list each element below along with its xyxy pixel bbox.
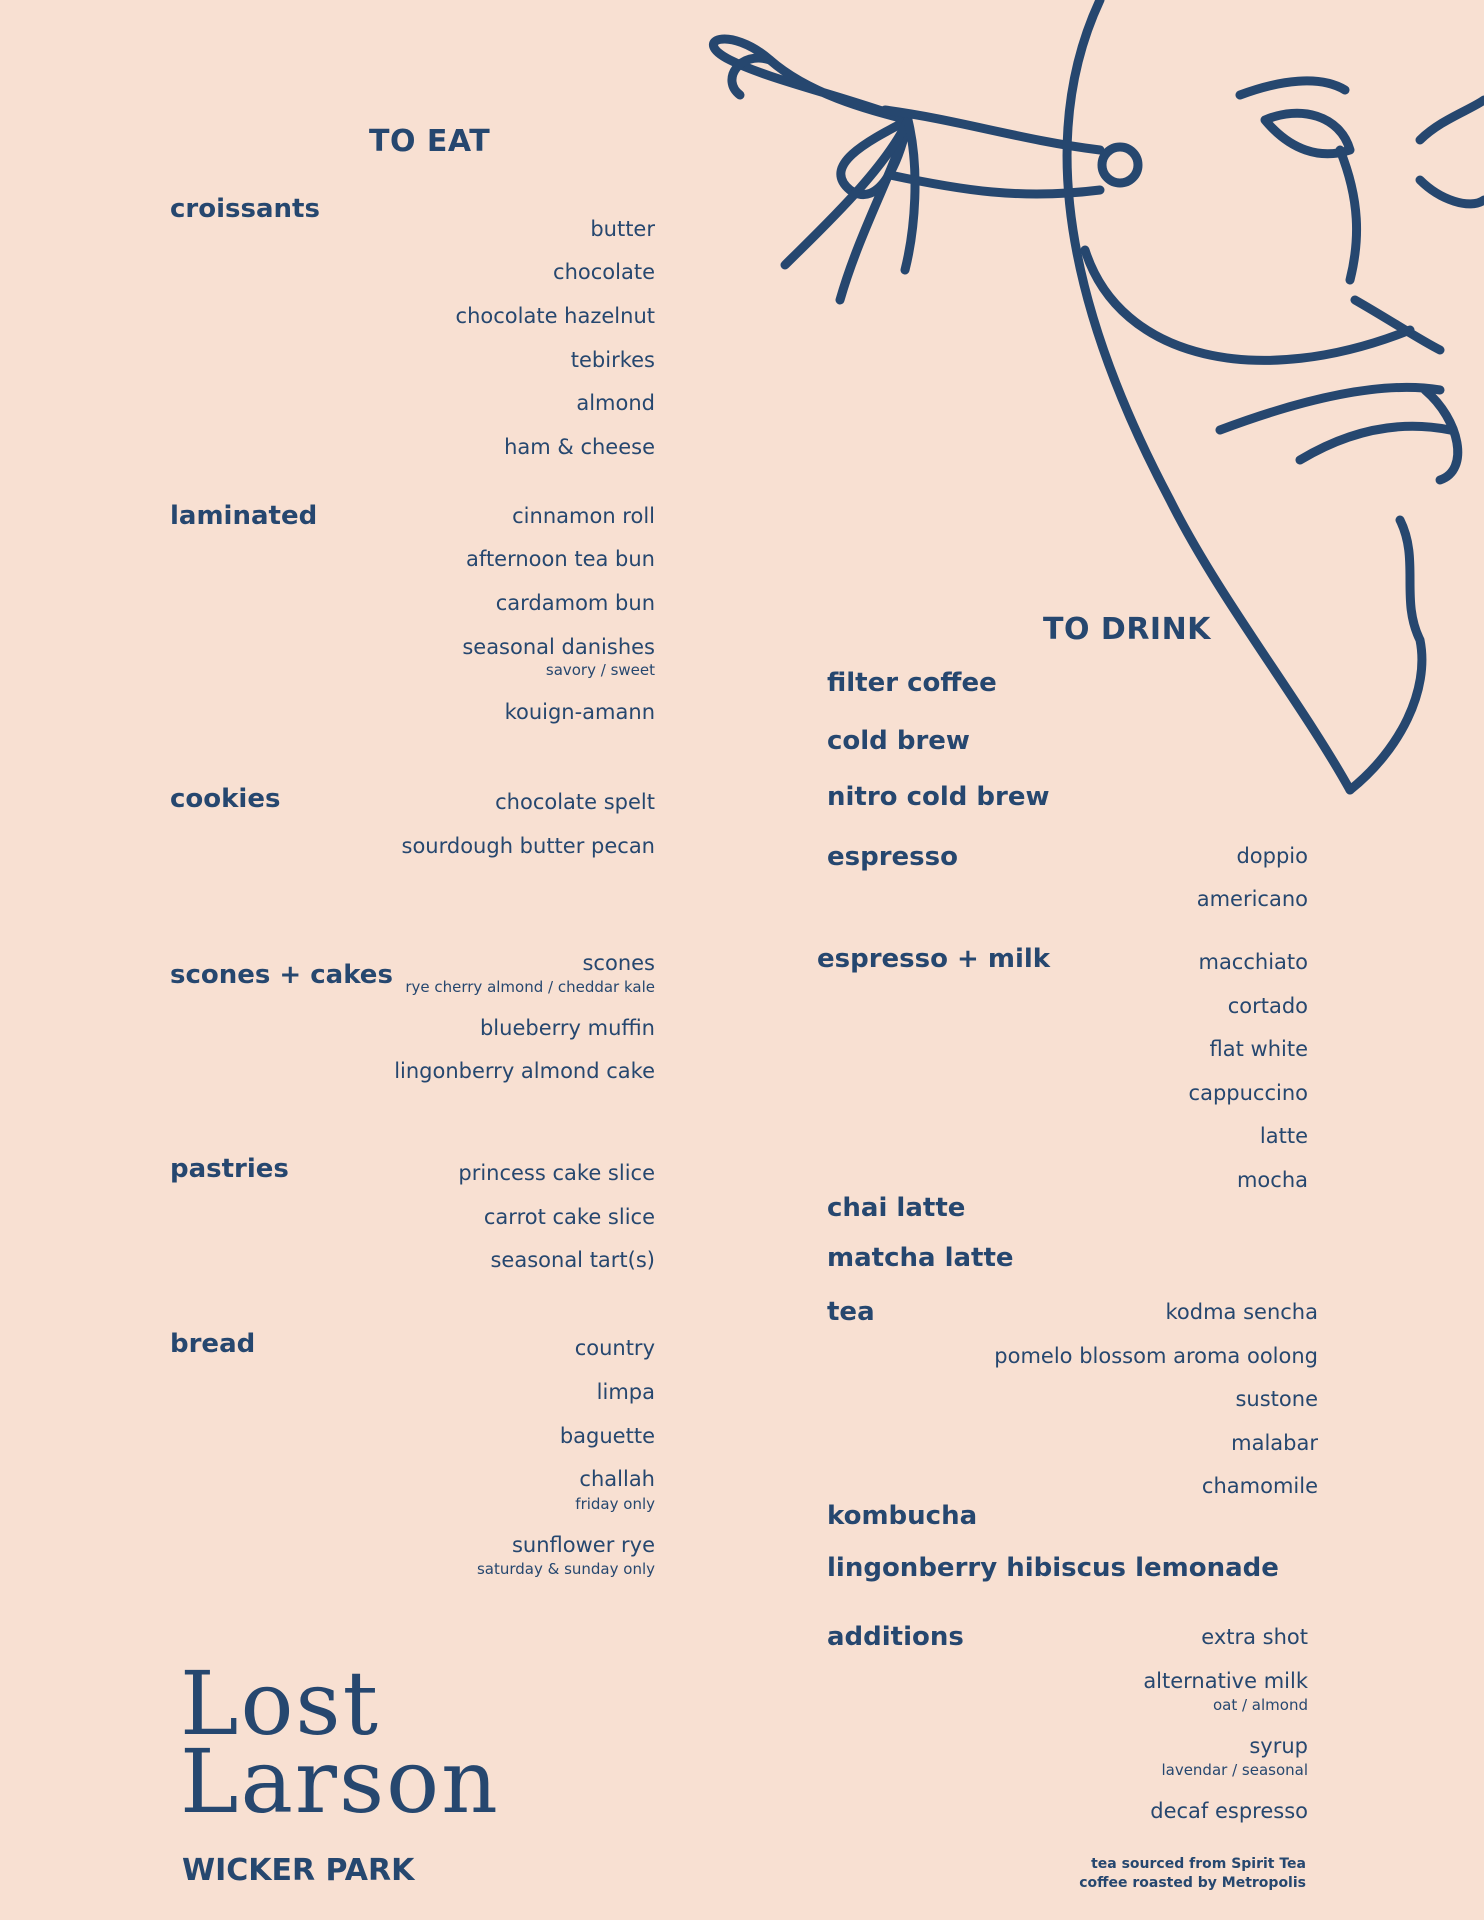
- category-laminated: laminated: [170, 501, 318, 531]
- menu-item: tebirkes: [570, 348, 655, 372]
- menu-item: sustone: [1235, 1387, 1318, 1411]
- to-drink-title: TO DRINK: [1043, 612, 1211, 647]
- menu-item: carrot cake slice: [483, 1205, 655, 1229]
- menu-item: seasonal danishes: [462, 635, 655, 659]
- brand-logo-line2: Larson: [180, 1730, 500, 1833]
- item-note: oat / almond: [1212, 1696, 1308, 1714]
- menu-item: cinnamon roll: [512, 504, 655, 528]
- menu-item: sunflower rye: [511, 1533, 655, 1557]
- menu-item: chocolate spelt: [495, 790, 655, 814]
- menu-item: cappuccino: [1188, 1081, 1308, 1105]
- category-scones-cakes: scones + cakes: [170, 960, 393, 990]
- menu-item: extra shot: [1201, 1625, 1308, 1649]
- menu-item: syrup: [1249, 1734, 1308, 1758]
- credits: [1079, 1855, 1306, 1893]
- category-croissants: croissants: [170, 194, 320, 224]
- baker-face-illustration-icon: [700, 0, 1484, 800]
- category-bread: bread: [170, 1329, 256, 1359]
- category-pastries: pastries: [170, 1154, 289, 1184]
- menu-item: butter: [590, 217, 655, 241]
- category-kombucha: kombucha: [827, 1501, 978, 1531]
- menu-item: malabar: [1231, 1431, 1318, 1455]
- category-lemonade: lingonberry hibiscus lemonade: [827, 1553, 1279, 1583]
- menu-item: lingonberry almond cake: [394, 1059, 655, 1083]
- item-note: lavendar / seasonal: [1161, 1761, 1308, 1779]
- menu-item: macchiato: [1198, 950, 1308, 974]
- menu-item: baguette: [559, 1424, 655, 1448]
- menu-item: limpa: [596, 1380, 655, 1404]
- category-tea: tea: [827, 1297, 875, 1327]
- menu-item: blueberry muffin: [479, 1016, 655, 1040]
- menu-item: americano: [1196, 887, 1308, 911]
- menu-item: flat white: [1209, 1037, 1308, 1061]
- category-espresso-milk: espresso + milk: [817, 944, 1051, 974]
- menu-item: cortado: [1227, 994, 1308, 1018]
- menu-item: kodma sencha: [1165, 1300, 1318, 1324]
- menu-item: kouign-amann: [504, 700, 655, 724]
- brand-logo-line1: Lost: [180, 1652, 380, 1755]
- menu-item: afternoon tea bun: [466, 547, 655, 571]
- item-note: friday only: [575, 1495, 655, 1513]
- category-nitro-cold-brew: nitro cold brew: [827, 782, 1050, 812]
- menu-item: pomelo blossom aroma oolong: [994, 1344, 1318, 1368]
- category-espresso: espresso: [827, 842, 958, 872]
- item-note: savory / sweet: [545, 661, 655, 679]
- tea-credit: tea sourced from Spirit Tea: [1091, 1856, 1306, 1872]
- menu-item: sourdough butter pecan: [401, 834, 655, 858]
- category-matcha-latte: matcha latte: [827, 1243, 1014, 1273]
- menu-item: almond: [576, 391, 655, 415]
- item-note: rye cherry almond / cheddar kale: [405, 978, 655, 996]
- menu-item: chamomile: [1201, 1474, 1318, 1498]
- menu-item: cardamom bun: [495, 591, 655, 615]
- menu-item: princess cake slice: [458, 1161, 655, 1185]
- menu-item: ham & cheese: [504, 435, 655, 459]
- menu-item: challah: [579, 1467, 655, 1491]
- menu-item: chocolate hazelnut: [455, 304, 655, 328]
- category-cold-brew: cold brew: [827, 726, 970, 756]
- coffee-credit: coffee roasted by Metropolis: [1079, 1875, 1306, 1891]
- menu-item: alternative milk: [1143, 1669, 1308, 1693]
- category-additions: additions: [827, 1622, 964, 1652]
- to-eat-title: TO EAT: [369, 124, 491, 159]
- menu-item: seasonal tart(s): [490, 1248, 655, 1272]
- menu-item: latte: [1259, 1124, 1308, 1148]
- category-chai-latte: chai latte: [827, 1193, 966, 1223]
- menu-item: country: [574, 1336, 655, 1360]
- menu-item: doppio: [1236, 844, 1308, 868]
- menu-item: decaf espresso: [1150, 1799, 1308, 1823]
- item-note: saturday & sunday only: [476, 1560, 655, 1578]
- category-cookies: cookies: [170, 784, 281, 814]
- category-filter-coffee: filter coffee: [827, 668, 997, 698]
- menu-item: scones: [582, 951, 655, 975]
- location-label: WICKER PARK: [182, 1853, 415, 1888]
- menu-item: chocolate: [553, 260, 655, 284]
- menu-item: mocha: [1236, 1168, 1308, 1192]
